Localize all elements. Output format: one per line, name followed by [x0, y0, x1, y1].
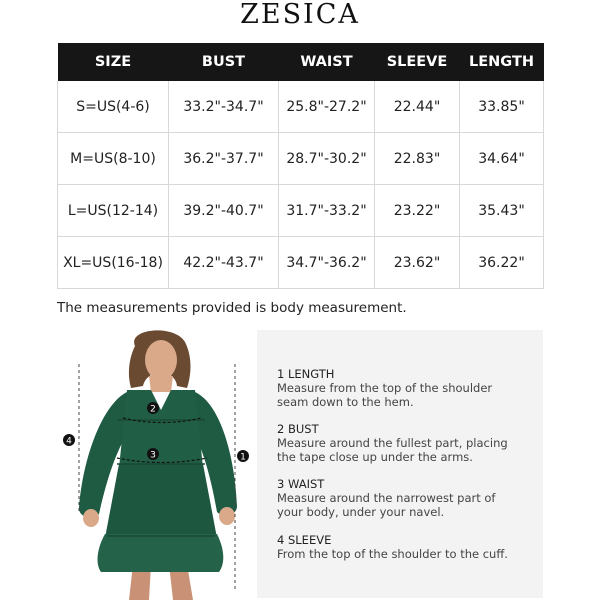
- header-length: LENGTH: [460, 43, 544, 81]
- table-row: [58, 81, 544, 133]
- size-cell: XL=US(16-18): [58, 237, 169, 289]
- header-size: SIZE: [58, 43, 169, 81]
- waist-cell: 28.7"-30.2": [279, 133, 375, 185]
- size-cell: L=US(12-14): [58, 185, 169, 237]
- marker-4-label: 4: [66, 436, 72, 447]
- brand-logo: ZESICA: [240, 0, 360, 30]
- model-photo: [57, 328, 257, 600]
- header-waist: WAIST: [279, 43, 375, 81]
- marker-3-label: 3: [150, 450, 156, 461]
- size-chart-table: [57, 43, 544, 289]
- measurement-note: The measurements provided is body measurement.: [57, 300, 407, 316]
- instruction-waist: [277, 477, 517, 519]
- measurement-guide-panel: [257, 330, 543, 598]
- dress-illustration: [57, 328, 257, 600]
- table-header-row: [58, 43, 544, 81]
- waist-cell: 31.7"-33.2": [279, 185, 375, 237]
- length-cell: 36.22": [460, 237, 544, 289]
- size-cell: S=US(4-6): [58, 81, 169, 133]
- waist-cell: 25.8"-27.2": [279, 81, 375, 133]
- instruction-title: 1 LENGTH: [277, 367, 335, 381]
- bust-cell: 36.2"-37.7": [169, 133, 279, 185]
- bust-cell: 33.2"-34.7": [169, 81, 279, 133]
- instruction-title: 2 BUST: [277, 422, 319, 436]
- instruction-sleeve: [277, 533, 517, 561]
- sleeve-cell: 22.83": [375, 133, 460, 185]
- table-row: [58, 185, 544, 237]
- waist-cell: 34.7"-36.2": [279, 237, 375, 289]
- bust-cell: 39.2"-40.7": [169, 185, 279, 237]
- instruction-desc: From the top of the shoulder to the cuff.: [277, 547, 508, 561]
- marker-2-label: 2: [150, 404, 156, 415]
- table-row: [58, 237, 544, 289]
- sleeve-cell: 23.62": [375, 237, 460, 289]
- header-bust: BUST: [169, 43, 279, 81]
- sleeve-cell: 22.44": [375, 81, 460, 133]
- size-cell: M=US(8-10): [58, 133, 169, 185]
- bust-cell: 42.2"-43.7": [169, 237, 279, 289]
- instruction-title: 4 SLEEVE: [277, 533, 332, 547]
- marker-1-label: 1: [240, 452, 246, 463]
- marker-1: [237, 450, 249, 463]
- instruction-desc: Measure around the narrowest part of your body, under your navel.: [277, 491, 496, 519]
- instruction-length: [277, 367, 517, 409]
- instruction-bust: [277, 422, 517, 464]
- sleeve-cell: 23.22": [375, 185, 460, 237]
- marker-4: [63, 434, 75, 447]
- instruction-desc: Measure from the top of the shoulder seam down to the hem.: [277, 381, 493, 409]
- length-cell: 33.85": [460, 81, 544, 133]
- header-sleeve: SLEEVE: [375, 43, 460, 81]
- instruction-title: 3 WAIST: [277, 477, 325, 491]
- length-cell: 35.43": [460, 185, 544, 237]
- length-cell: 34.64": [460, 133, 544, 185]
- table-row: [58, 133, 544, 185]
- instruction-desc: Measure around the fullest part, placing the tape close up under the arms.: [277, 436, 508, 464]
